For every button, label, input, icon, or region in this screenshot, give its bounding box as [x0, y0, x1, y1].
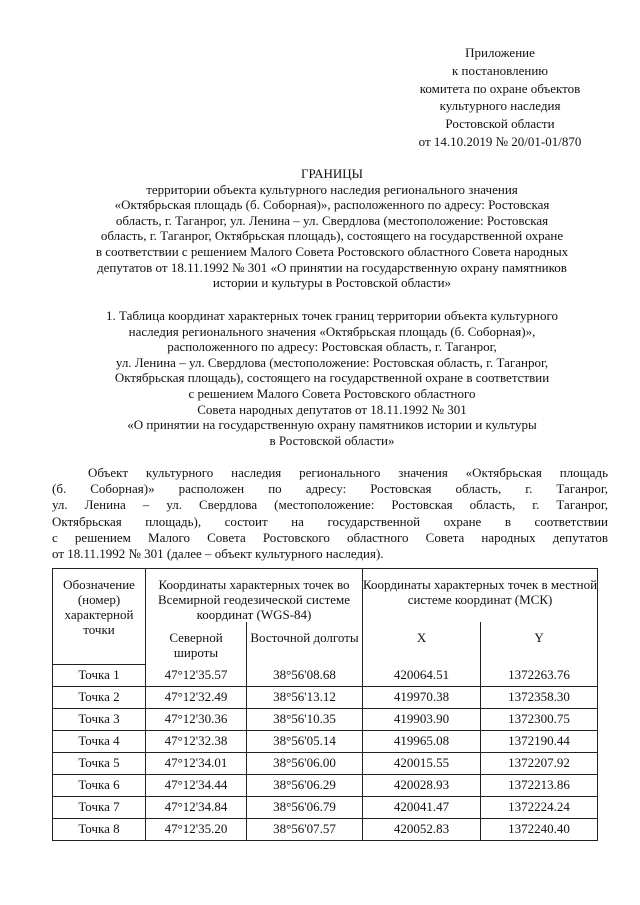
- cell-point: Точка 5: [53, 752, 146, 774]
- header-y: Y: [481, 622, 598, 664]
- cell-point: Точка 3: [53, 708, 146, 730]
- cell-point: Точка 7: [53, 796, 146, 818]
- section-line: Совета народных депутатов от 18.11.1992 № 301: [197, 401, 467, 417]
- appendix-line: культурного наследия: [439, 98, 561, 114]
- subtitle-line: область, г. Таганрог, Октябрьская площадь), состоящего на государственной охране: [100, 228, 564, 244]
- table-row: [53, 708, 598, 730]
- intro-line: Объект культурного наследия регионального значения «Октябрьская площадь: [88, 465, 608, 480]
- subtitle-line: депутатов от 18.11.1992 № 301 «О принятии на государственную охрану памятников: [97, 259, 567, 275]
- cell-y: 1372213.86: [481, 774, 598, 796]
- subtitle-line: в соответствии с решением Малого Совета Ростовского областного Совета народных: [95, 243, 569, 259]
- subtitle-line: область, г. Таганрог, ул. Ленина – ул. Свердлова (местоположение: Ростовская: [115, 212, 549, 228]
- cell-x: 420052.83: [363, 818, 481, 840]
- section-line: Октябрьская площадь), состоящего на государственной охране в соответствии: [114, 370, 550, 386]
- cell-east: 38°56'13.12: [247, 686, 363, 708]
- subtitle-line: «Октябрьская площадь (б. Соборная)», расположенного по адресу: Ростовская: [114, 197, 550, 213]
- cell-north: 47°12'34.44: [146, 774, 247, 796]
- cell-north: 47°12'30.36: [146, 708, 247, 730]
- cell-x: 420041.47: [363, 796, 481, 818]
- cell-north: 47°12'34.84: [146, 796, 247, 818]
- cell-north: 47°12'34.01: [146, 752, 247, 774]
- table-row: [53, 752, 598, 774]
- header-north: Северной широты: [146, 622, 247, 664]
- intro-line: с решением Малого Совета Ростовского областного Совета народных депутатов: [52, 529, 608, 545]
- header-x: X: [363, 622, 481, 664]
- cell-y: 1372240.40: [481, 818, 598, 840]
- table-row: [53, 664, 598, 686]
- coordinates-table: [52, 568, 598, 841]
- cell-x: 419970.38: [363, 686, 481, 708]
- cell-point: Точка 2: [53, 686, 146, 708]
- appendix-line: Приложение: [465, 45, 535, 60]
- cell-y: 1372358.30: [481, 686, 598, 708]
- section-line: ул. Ленина – ул. Свердлова (местоположение: Ростовская область, г. Таганрог,: [115, 354, 549, 370]
- subtitle-line: территории объекта культурного наследия регионального значения: [146, 181, 518, 197]
- cell-east: 38°56'06.29: [247, 774, 363, 796]
- cell-point: Точка 4: [53, 730, 146, 752]
- section-line: 1. Таблица координат характерных точек границ территории объекта культурного: [106, 308, 558, 323]
- appendix-line: Ростовской области: [445, 116, 555, 132]
- cell-x: 420064.51: [363, 664, 481, 686]
- cell-north: 47°12'35.57: [146, 664, 247, 686]
- document-title: ГРАНИЦЫ: [301, 166, 363, 181]
- cell-x: 420015.55: [363, 752, 481, 774]
- cell-east: 38°56'06.00: [247, 752, 363, 774]
- section-heading: [58, 308, 606, 448]
- header-east: Восточной долготы: [247, 622, 363, 664]
- cell-y: 1372300.75: [481, 708, 598, 730]
- cell-y: 1372224.24: [481, 796, 598, 818]
- appendix-header: [400, 44, 600, 151]
- section-line: «О принятии на государственную охрану памятников истории и культуры: [127, 417, 537, 433]
- cell-point: Точка 1: [53, 664, 146, 686]
- intro-paragraph: [52, 465, 608, 562]
- section-line: с решением Малого Совета Ростовского областного: [188, 385, 476, 401]
- table-row: [53, 818, 598, 840]
- cell-east: 38°56'06.79: [247, 796, 363, 818]
- table-row: [53, 774, 598, 796]
- header-designation: Обозначение (номер) характерной точки: [53, 569, 146, 665]
- cell-east: 38°56'10.35: [247, 708, 363, 730]
- appendix-line: от 14.10.2019 № 20/01-01/870: [418, 133, 582, 149]
- table-header-row: [53, 569, 598, 623]
- cell-north: 47°12'32.49: [146, 686, 247, 708]
- header-wgs: Координаты характерных точек во Всемирной геодезической системе координат (WGS-84): [146, 569, 363, 623]
- cell-point: Точка 8: [53, 818, 146, 840]
- section-line: наследия регионального значения «Октябрьская площадь (б. Соборная)»,: [128, 323, 536, 339]
- intro-line: Октябрьская площадь), состоит на государственной охране в соответствии: [52, 513, 608, 529]
- section-line: расположенного по адресу: Ростовская область, г. Таганрог,: [167, 339, 497, 355]
- subtitle-line: истории и культуры в Ростовской области»: [212, 275, 452, 291]
- section-line: в Ростовской области»: [269, 432, 395, 448]
- cell-north: 47°12'35.20: [146, 818, 247, 840]
- intro-line: от 18.11.1992 № 301 (далее – объект культурного наследия).: [52, 546, 384, 562]
- cell-y: 1372207.92: [481, 752, 598, 774]
- cell-north: 47°12'32.38: [146, 730, 247, 752]
- appendix-line: к постановлению: [451, 62, 549, 78]
- appendix-line: комитета по охране объектов: [419, 80, 581, 96]
- cell-point: Точка 6: [53, 774, 146, 796]
- intro-line: ул. Ленина – ул. Свердлова (местоположение: Ростовская область, г. Таганрог,: [52, 497, 608, 513]
- cell-x: 420028.93: [363, 774, 481, 796]
- header-msk: Координаты характерных точек в местной системе координат (МСК): [363, 569, 598, 623]
- cell-east: 38°56'08.68: [247, 664, 363, 686]
- cell-y: 1372190.44: [481, 730, 598, 752]
- cell-x: 419965.08: [363, 730, 481, 752]
- cell-east: 38°56'05.14: [247, 730, 363, 752]
- table-row: [53, 686, 598, 708]
- intro-line: (б. Соборная)» расположен по адресу: Ростовская область, г. Таганрог,: [52, 481, 608, 497]
- cell-east: 38°56'07.57: [247, 818, 363, 840]
- table-row: [53, 796, 598, 818]
- table-row: [53, 730, 598, 752]
- cell-y: 1372263.76: [481, 664, 598, 686]
- document-title-block: [58, 166, 606, 291]
- cell-x: 419903.90: [363, 708, 481, 730]
